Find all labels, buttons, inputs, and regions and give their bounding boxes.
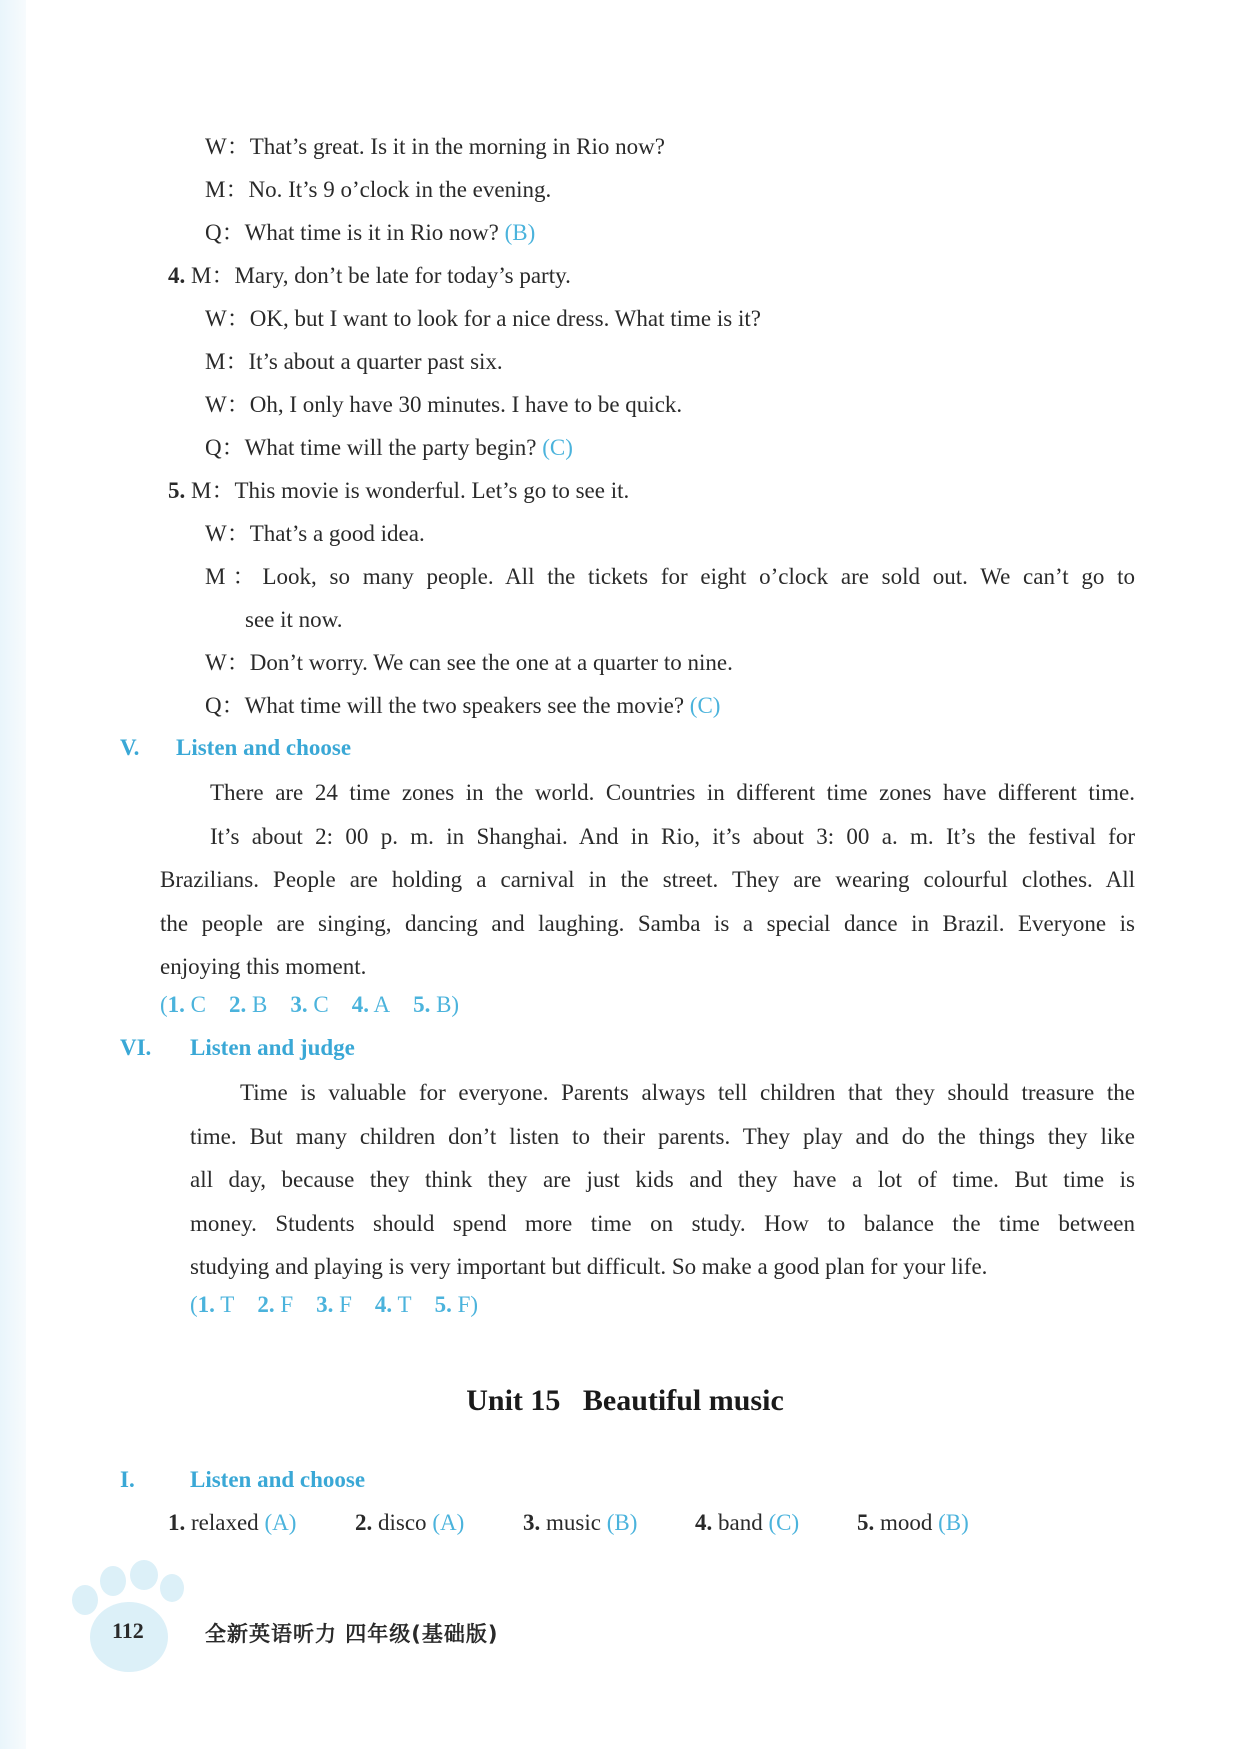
answer-mark: (C) [689,693,721,718]
dialogue-line: M：Look, so many people. All the tickets for eight o’clock are sold out. We can’t go to [205,564,1135,589]
section-v-passage: There are 24 time zones in the world. Countries in different time zones have different time. It’s about 2: 00 p. m. in Shanghai. And in Rio, it’s about 3: 00 a. m. It’s the festival for Brazilians. People are holding a carnival in the street. They are wearing colourful clothes. All the people are singing, dancing and laughing. Samba is a special dance in Brazil. Everyone is enjoying this moment. [160,780,1135,979]
word-item: 5. mood (B) [857,1510,969,1535]
dialogue-line: W：Oh, I only have 30 minutes. I have to be quick. [205,392,683,417]
question-4: 4. M：Mary, don’t be late for today’s party. [168,263,571,288]
dialogue-line: W：That’s a good idea. [205,521,425,546]
section-v-answers: (1. C 2. B 3. C 4. A 5. B) [160,992,460,1017]
question-line: Q：What time is it in Rio now? (B) [205,220,536,245]
answer-mark: (B) [504,220,536,245]
answer-mark: (C) [542,435,573,460]
word-item: 1. relaxed (A) [168,1510,297,1535]
question-line: Q：What time will the party begin? (C) [205,435,573,460]
unit-title: Unit 15 Beautiful music [466,1384,784,1417]
dialogue-line: W：OK, but I want to look for a nice dress. What time is it? [205,306,761,331]
dialogue-line: M：No. It’s 9 o’clock in the evening. [205,177,552,202]
section-vi-passage: Time is valuable for everyone. Parents always tell children that they should treasure the time. But many children don’t listen to their parents. They play and do the things they like all day, because they think they are just kids and they have a lot of time. But time is money. Students should spend more time on study. How to balance the time between studying and playing is very important but difficult. So make a good plan for your life. [190,1080,1135,1279]
dialogue-line: M：It’s about a quarter past six. [205,349,503,374]
section-vi-answers: (1. T 2. F 3. F 4. T 5. F) [190,1292,479,1317]
word-item: 2. disco (A) [355,1510,465,1535]
page-edge-strip [0,0,26,1749]
unit-section-i-heading: I. Listen and choose [120,1467,366,1492]
section-vi-heading: VI. Listen and judge [120,1035,355,1060]
page-number: 112 [112,1618,144,1643]
word-item: 3. music (B) [523,1510,638,1535]
dialogue-line: W：Don’t worry. We can see the one at a quarter to nine. [205,650,733,675]
book-title: 全新英语听力 四年级(基础版) [205,1622,499,1646]
question-5: 5. M：This movie is wonderful. Let’s go to see it. [168,478,630,503]
question-line: Q：What time will the two speakers see the movie? (C) [205,693,721,718]
dialogue-line-continued: see it now. [245,607,343,632]
section-v-heading: V. Listen and choose [120,735,352,760]
dialogue-line: W：That’s great. Is it in the morning in Rio now? [205,134,665,159]
word-item: 4. band (C) [695,1510,800,1535]
